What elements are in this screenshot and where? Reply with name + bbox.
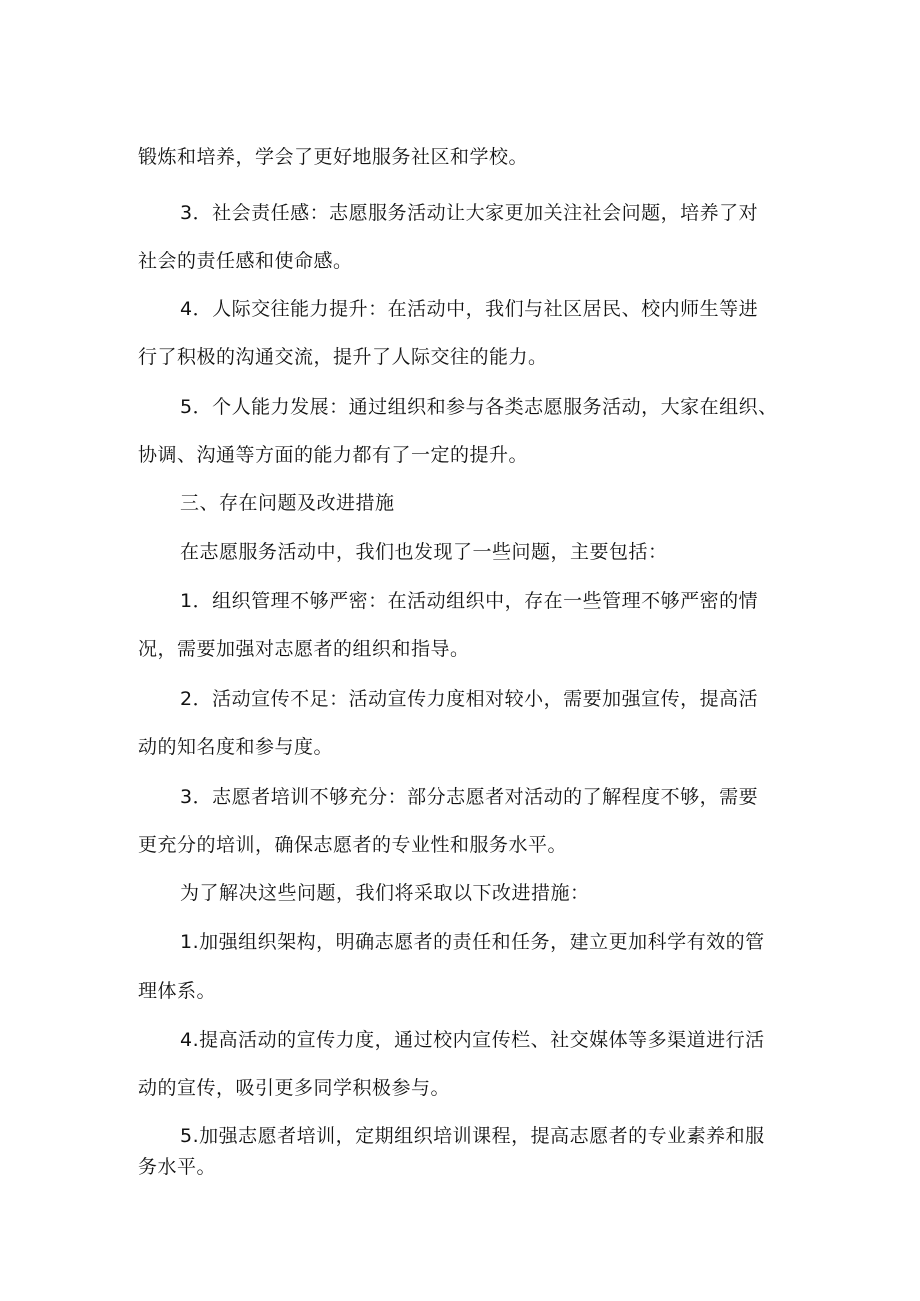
text-line: 动的宣传，吸引更多同学积极参与。 xyxy=(138,1077,451,1099)
text-line: 4．人际交往能力提升：在活动中，我们与社区居民、校内师生等进 xyxy=(180,298,759,320)
text-line: 锻炼和培养，学会了更好地服务社区和学校。 xyxy=(138,146,529,168)
text-line: 在志愿服务活动中，我们也发现了一些问题，主要包括： xyxy=(180,541,668,563)
text-line: 务水平。 xyxy=(138,1156,217,1178)
text-line: 3．社会责任感：志愿服务活动让大家更加关注社会问题，培养了对 xyxy=(180,202,759,224)
section-title: 三、存在问题及改进措施 xyxy=(180,492,395,514)
text-line: 理体系。 xyxy=(138,980,217,1002)
text-line: 3．志愿者培训不够充分：部分志愿者对活动的了解程度不够，需要 xyxy=(180,786,759,808)
text-line: 为了解决这些问题，我们将采取以下改进措施： xyxy=(180,882,590,904)
text-line: 动的知名度和参与度。 xyxy=(138,736,334,758)
text-line: 4.提高活动的宣传力度，通过校内宣传栏、社交媒体等多渠道进行活 xyxy=(180,1029,765,1051)
text-line: 更充分的培训，确保志愿者的专业性和服务水平。 xyxy=(138,834,568,856)
text-line: 1．组织管理不够严密：在活动组织中，存在一些管理不够严密的情 xyxy=(180,590,759,612)
text-line: 况，需要加强对志愿者的组织和指导。 xyxy=(138,638,470,660)
text-line: 协调、沟通等方面的能力都有了一定的提升。 xyxy=(138,444,529,466)
text-line: 社会的责任感和使命感。 xyxy=(138,250,353,272)
text-line: 5.加强志愿者培训，定期组织培训课程，提高志愿者的专业素养和服 xyxy=(180,1125,765,1147)
text-line: 5．个人能力发展：通过组织和参与各类志愿服务活动，大家在组织、 xyxy=(180,396,778,418)
text-line: 2．活动宣传不足：活动宣传力度相对较小，需要加强宣传，提高活 xyxy=(180,688,759,710)
text-line: 行了积极的沟通交流，提升了人际交往的能力。 xyxy=(138,346,548,368)
text-line: 1.加强组织架构，明确志愿者的责任和任务，建立更加科学有效的管 xyxy=(180,931,765,953)
